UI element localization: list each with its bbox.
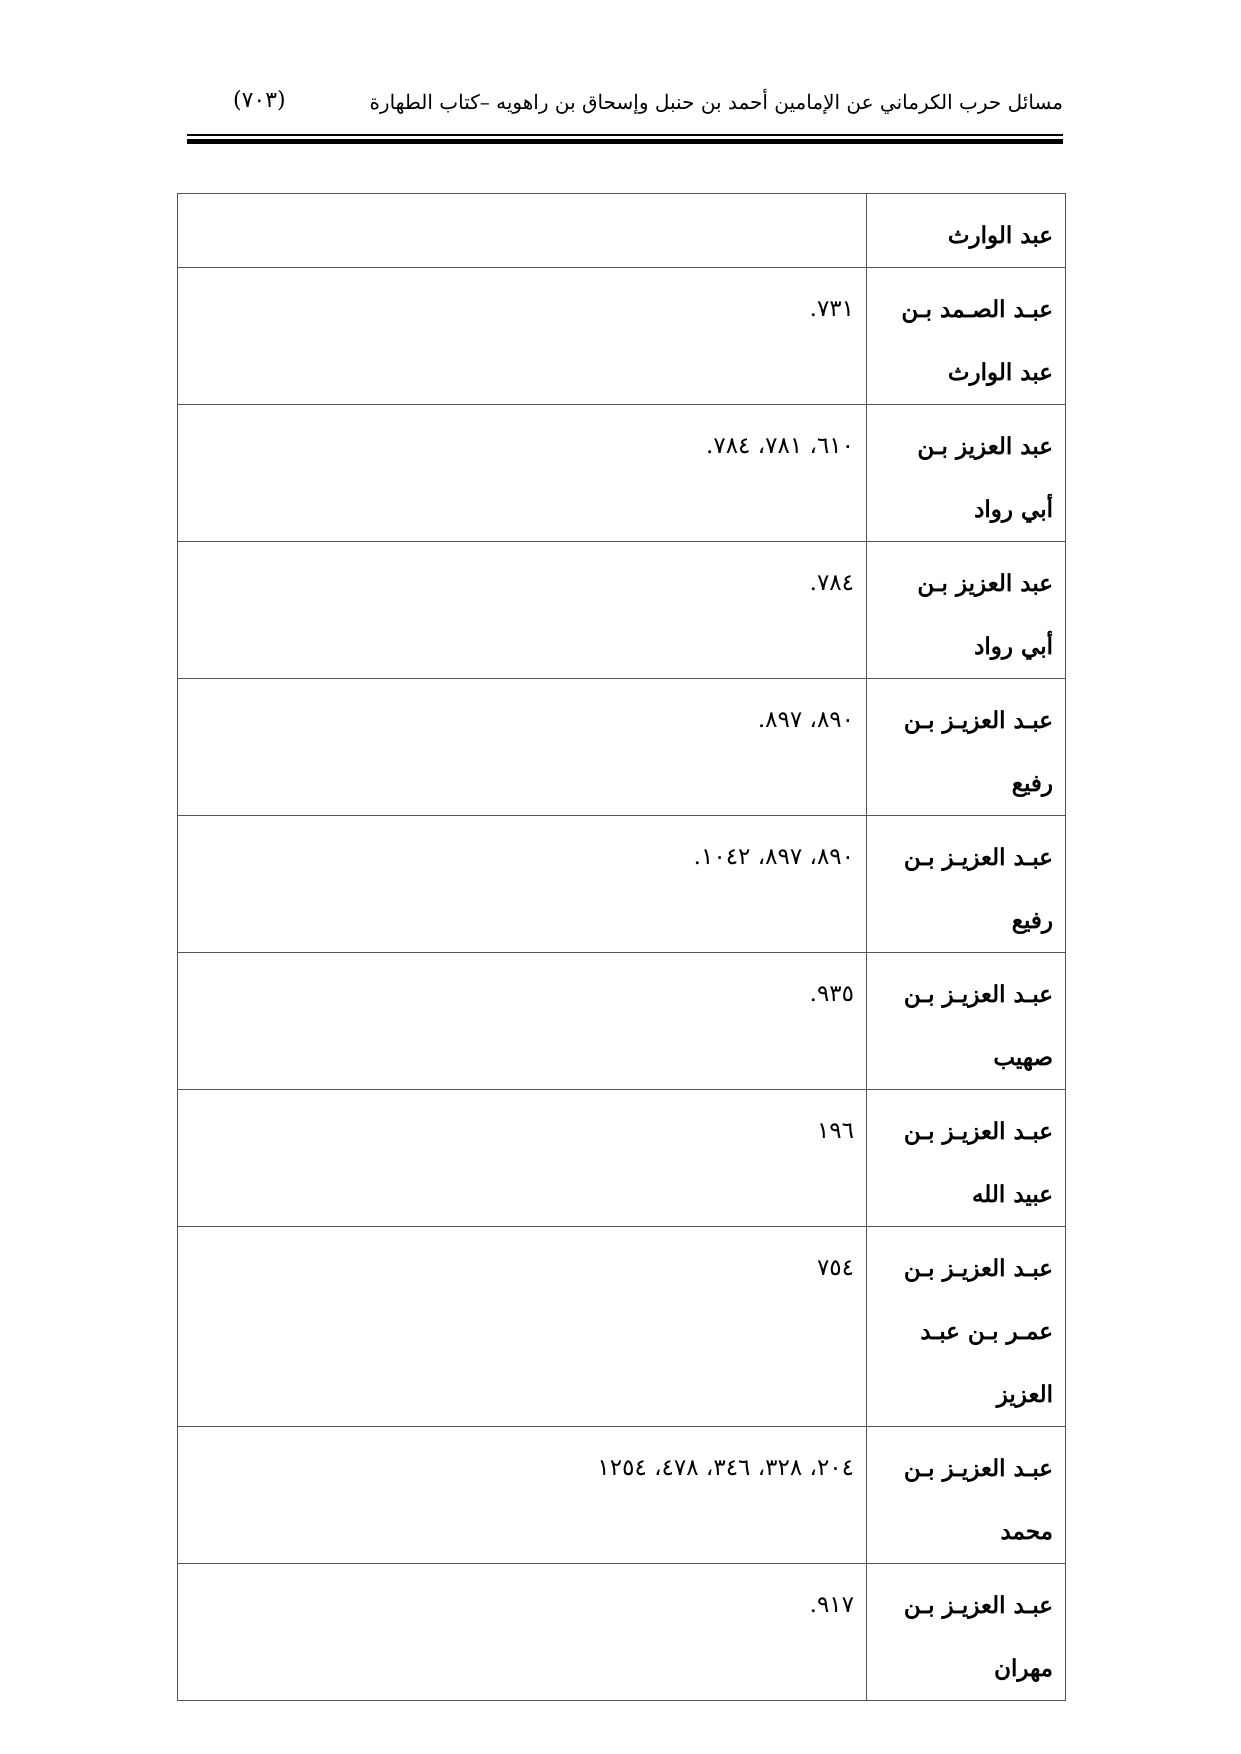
table-row: [178, 816, 1066, 953]
table-row: [178, 953, 1066, 1090]
reference-cell: ٨٩٠، ٨٩٧، ١٠٤٢.: [178, 816, 867, 953]
reference-cell: ٧٣١.: [178, 268, 867, 405]
reference-cell: ٢٠٤، ٣٢٨، ٣٤٦، ٤٧٨، ١٢٥٤: [178, 1427, 867, 1564]
header-rule-thin: [187, 134, 1063, 136]
name-cell: عبـد العزيـز بـن عمـر بـن عبـد العزيز: [867, 1227, 1066, 1427]
name-cell: عبد العزيز بـن أبي رواد: [867, 542, 1066, 679]
reference-cell: ٩٣٥.: [178, 953, 867, 1090]
name-cell: عبـد العزيـز بـن صهيب: [867, 953, 1066, 1090]
name-cell: عبد الوارث: [867, 194, 1066, 268]
reference-cell: ٧٨٤.: [178, 542, 867, 679]
table-row: [178, 1564, 1066, 1701]
table-row: [178, 1090, 1066, 1227]
reference-cell: ٨٩٠، ٨٩٧.: [178, 679, 867, 816]
reference-cell: ٦١٠، ٧٨١، ٧٨٤.: [178, 405, 867, 542]
name-cell: عبـد العزيـز بـن عبيد الله: [867, 1090, 1066, 1227]
name-cell: عبـد العزيـز بـن مهران: [867, 1564, 1066, 1701]
reference-cell: ٧٥٤: [178, 1227, 867, 1427]
table-row: [178, 194, 1066, 268]
running-title: مسائل حرب الكرماني عن الإمامين أحمد بن حنبل وإسحاق بن راهويه –كتاب الطهارة: [369, 90, 1063, 114]
header-rule-thick: [187, 139, 1063, 144]
table-row: [178, 679, 1066, 816]
page-number: (٧٠٣): [233, 88, 286, 113]
table-row: [178, 1427, 1066, 1564]
name-cell: عبـد الصـمد بـن عبد الوارث: [867, 268, 1066, 405]
reference-cell: ١٩٦: [178, 1090, 867, 1227]
name-cell: عبـد العزيـز بـن رفيع: [867, 679, 1066, 816]
page-header: [187, 80, 1063, 130]
table-row: [178, 1227, 1066, 1427]
table-row: [178, 268, 1066, 405]
name-cell: عبـد العزيـز بـن محمد: [867, 1427, 1066, 1564]
table-row: [178, 542, 1066, 679]
reference-cell: [178, 194, 867, 268]
reference-cell: ٩١٧.: [178, 1564, 867, 1701]
name-cell: عبد العزيز بـن أبي رواد: [867, 405, 1066, 542]
table-row: [178, 405, 1066, 542]
name-cell: عبـد العزيـز بـن رفيع: [867, 816, 1066, 953]
name-index-table: [177, 193, 1066, 1701]
